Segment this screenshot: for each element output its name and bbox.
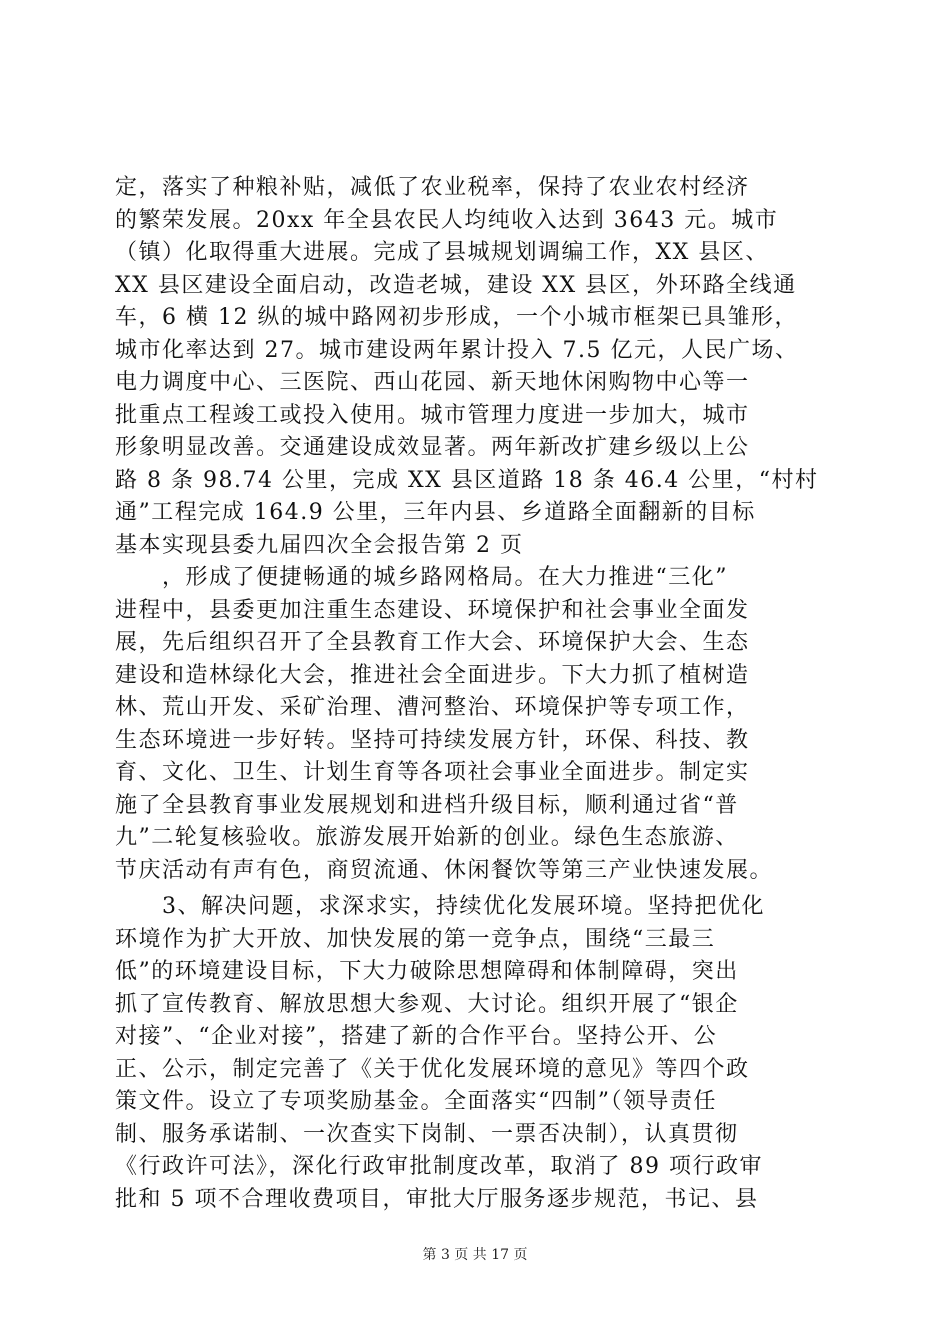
text-line: XX 县区建设全面启动，改造老城，建设 XX 县区，外环路全线通 [115,272,797,298]
text-line: 生态环境进一步好转。坚持可持续发展方针，环保、科技、教 [115,727,750,753]
text-line: 正、公示，制定完善了《关于优化发展环境的意见》等四个政 [115,1056,750,1082]
text-line: 城市化率达到 27。城市建设两年累计投入 7.5 亿元，人民广场、 [115,337,799,363]
text-line: 节庆活动有声有色，商贸流通、休闲餐饮等第三产业快速发展。 [115,857,774,883]
text-line: 3、解决问题，求深求实，持续优化发展环境。坚持把优化 [115,894,765,919]
text-line: 林、荒山开发、采矿治理、漕河整治、环境保护等专项工作， [115,695,750,720]
text-line: 车，6 横 12 纵的城中路网初步形成，一个小城市框架已具雏形， [115,305,798,330]
text-line: 建设和造林绿化大会，推进社会全面进步。下大力抓了植树造 [115,662,750,688]
text-line: 电力调度中心、三医院、西山花园、新天地休闲购物中心等一 [115,370,750,395]
text-line: （镇）化取得重大进展。完成了县城规划调编工作，XX 县区、 [115,240,769,265]
text-line: 通”工程完成 164.9 公里，三年内县、乡道路全面翻新的目标 [115,500,756,525]
text-line: 环境作为扩大开放、加快发展的第一竞争点，围绕“三最三 [115,926,716,952]
text-line: 形象明显改善。交通建设成效显著。两年新改扩建乡级以上公 [115,435,750,460]
text-line: 路 8 条 98.74 公里，完成 XX 县区道路 18 条 46.4 公里，“村村 [115,467,819,493]
text-line: 的繁荣发展。20xx 年全县农民人均纯收入达到 3643 元。城市 [115,207,779,233]
text-line: 批重点工程竣工或投入使用。城市管理力度进一步加大，城市 [115,402,750,428]
paragraph-1 [115,172,835,887]
text-line: 低”的环境建设目标，下大力破除思想障碍和体制障碍，突出 [115,959,739,984]
text-line: 制、服务承诺制、一次查实下岗制、一票否决制），认真贯彻 [115,1121,739,1147]
text-line: 施了全县教育事业发展规划和进档升级目标，顺利通过省“普 [115,792,739,818]
text-line: 基本实现县委九届四次全会报告第 2 页 [115,532,524,558]
text-line: 策文件。设立了专项奖励基金。全面落实“四制”（领导责任 [115,1089,717,1114]
text-line: ，形成了便捷畅通的城乡路网格局。在大力推进“三化” [115,565,728,590]
text-line: 九”二轮复核验收。旅游发展开始新的创业。绿色生态旅游、 [115,825,739,850]
text-line: 《行政许可法》，深化行政审批制度改革，取消了 89 项行政审 [115,1154,763,1179]
text-line: 批和 5 项不合理收费项目，审批大厅服务逐步规范，书记、县 [115,1186,759,1212]
text-line: 抓了宣传教育、解放思想大参观、大讨论。组织开展了“银企 [115,991,739,1017]
text-line: 展，先后组织召开了全县教育工作大会、环境保护大会、生态 [115,630,750,655]
text-line: 对接”、“企业对接”，搭建了新的合作平台。坚持公开、公 [115,1024,718,1049]
text-line: 定，落实了种粮补贴，减低了农业税率，保持了农业农村经济 [115,175,750,200]
page-footer: 第 3 页 共 17 页 [422,1247,528,1263]
text-line: 育、文化、卫生、计划生育等各项社会事业全面进步。制定实 [115,760,750,785]
text-line: 进程中，县委更加注重生态建设、环境保护和社会事业全面发 [115,597,750,623]
paragraph-2 [115,891,835,1216]
